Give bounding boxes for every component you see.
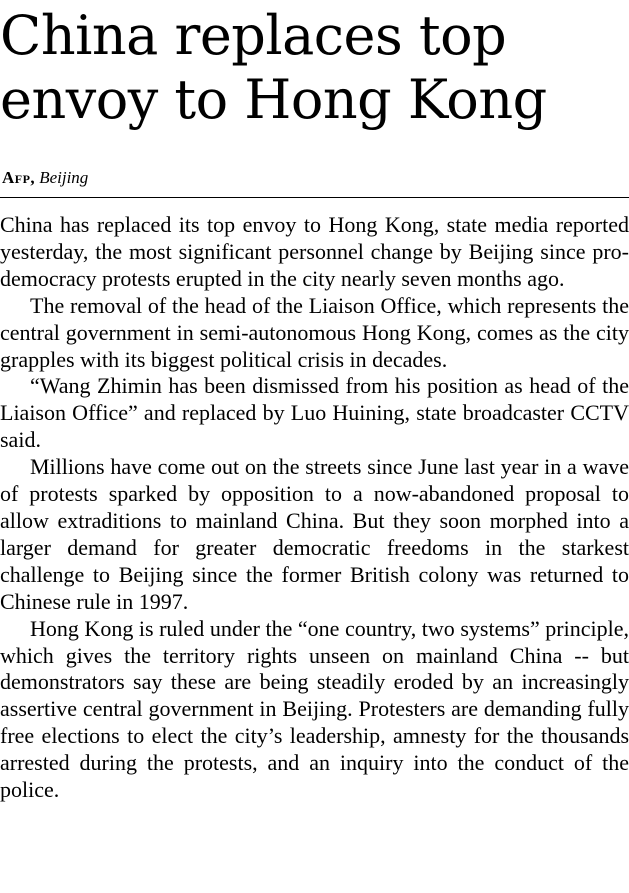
article-paragraph: Millions have come out on the streets since June last year in a wave of protests sparked by opposition to a now-abandoned proposal to allow extraditions to mainland China. But they soon morphed into a larger demand for greater democratic freedoms in the starkest challenge to Beijing since the former British colony was returned to Chinese rule in 1997. <box>0 454 629 614</box>
article-headline: China replaces top envoy to Hong Kong <box>0 4 547 131</box>
byline-dateline: Beijing <box>39 168 89 187</box>
byline-agency: Afp, <box>2 168 36 187</box>
article-paragraph: “Wang Zhimin has been dismissed from his position as head of the Liaison Office” and replaced by Luo Huining, state broadcaster CCTV said. <box>0 373 629 453</box>
article-paragraph: Hong Kong is ruled under the “one country, two systems” principle, which gives the territory rights unseen on mainland China -- but demonstrators say these are being steadily eroded by an increasingly assertive central government in Beijing. Protesters are demanding fully free elections to elect the city’s leadership, amnesty for the thousands arrested during the protests, and an inquiry into the conduct of the police. <box>0 615 629 803</box>
article-byline <box>2 168 88 188</box>
byline-divider <box>0 197 629 198</box>
article-body <box>0 212 629 804</box>
article-paragraph: The removal of the head of the Liaison Office, which represents the central government in semi-autonomous Hong Kong, comes as the city grapples with its biggest political crisis in decades. <box>0 292 629 372</box>
article-paragraph: China has replaced its top envoy to Hong Kong, state media reported yesterday, the most significant personnel change by Beijing since pro-democracy protests erupted in the city nearly seven months ago. <box>0 212 629 291</box>
